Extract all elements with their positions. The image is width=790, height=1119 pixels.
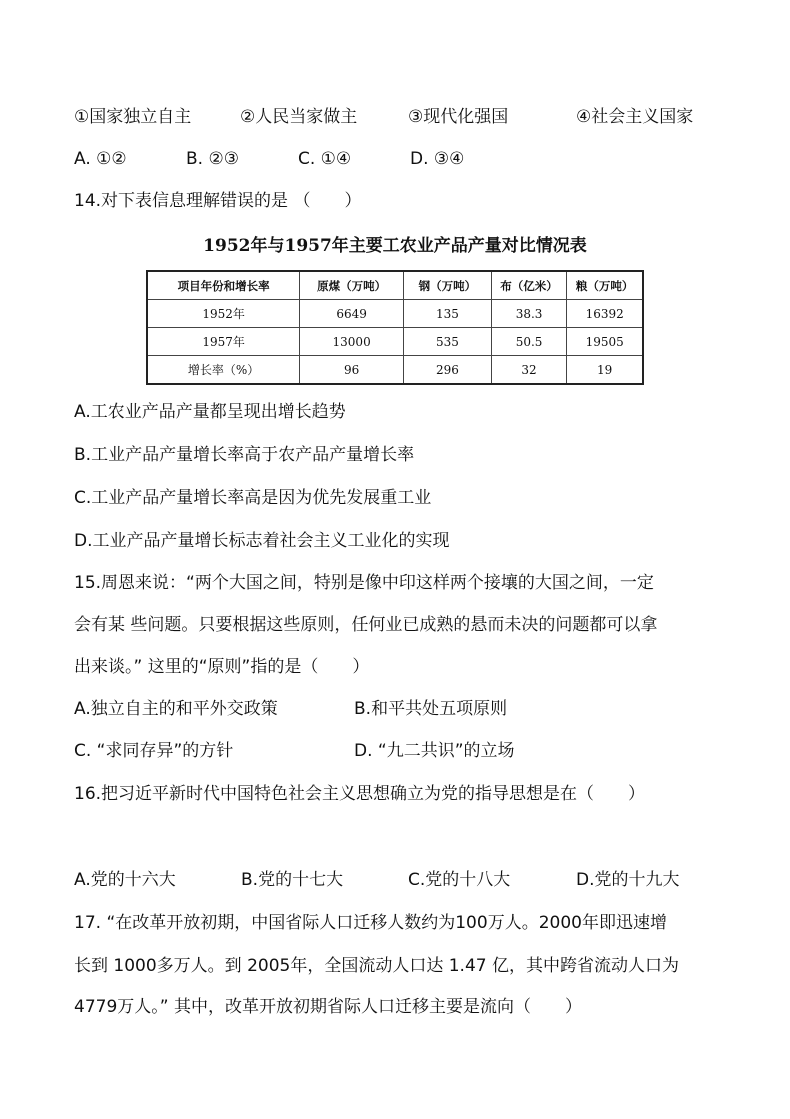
table-cell: 96 bbox=[300, 356, 404, 385]
table-row bbox=[147, 300, 643, 328]
q13-item-4: ④社会主义国家 bbox=[576, 107, 694, 127]
q15-stem-line-1: 15.周恩来说：“两个大国之间，特别是像中印这样两个接壤的大国之间，一定 bbox=[74, 573, 654, 593]
table-header-cell: 钢（万吨） bbox=[404, 271, 492, 300]
table-cell: 19 bbox=[567, 356, 643, 385]
q15-stem-line-2: 会有某 些问题。只要根据这些原则，任何业已成熟的悬而未决的问题都可以拿 bbox=[74, 615, 658, 635]
table-header-row bbox=[147, 271, 643, 300]
q14-stem: 14.对下表信息理解错误的是 （ ） bbox=[74, 191, 362, 211]
table-header-cell: 布（亿米） bbox=[491, 271, 567, 300]
table-cell: 增长率（%） bbox=[147, 356, 300, 385]
table-header-cell: 原煤（万吨） bbox=[300, 271, 404, 300]
q13-item-2: ②人民当家做主 bbox=[240, 107, 358, 127]
q15-option-a: A.独立自主的和平外交政策 bbox=[74, 699, 278, 719]
table-cell: 1957年 bbox=[147, 328, 300, 356]
q16-stem: 16.把习近平新时代中国特色社会主义思想确立为党的指导思想是在（ ） bbox=[74, 784, 646, 804]
q13-option-b: B. ②③ bbox=[186, 149, 239, 169]
table-row bbox=[147, 328, 643, 356]
table-cell: 13000 bbox=[300, 328, 404, 356]
table-cell: 296 bbox=[404, 356, 492, 385]
q17-stem-line-1: 17. “在改革开放初期，中国省际人口迁移人数约为100万人。2000年即迅速增 bbox=[74, 913, 667, 933]
table-header-cell: 项目年份和增长率 bbox=[147, 271, 300, 300]
table-cell: 135 bbox=[404, 300, 492, 328]
q14-option-c: C.工业产品产量增长率高是因为优先发展重工业 bbox=[74, 488, 432, 508]
table-row bbox=[147, 356, 643, 385]
q14-option-b: B.工业产品产量增长率高于农产品产量增长率 bbox=[74, 445, 415, 465]
table-cell: 535 bbox=[404, 328, 492, 356]
q14-option-d: D.工业产品产量增长标志着社会主义工业化的实现 bbox=[74, 531, 450, 551]
table-cell: 16392 bbox=[567, 300, 643, 328]
q13-option-a: A. ①② bbox=[74, 149, 127, 169]
table-cell: 50.5 bbox=[491, 328, 567, 356]
table-cell: 19505 bbox=[567, 328, 643, 356]
table-cell: 6649 bbox=[300, 300, 404, 328]
q13-option-c: C. ①④ bbox=[298, 149, 352, 169]
q13-item-3: ③现代化强国 bbox=[408, 107, 509, 127]
q15-option-d: D. “九二共识”的立场 bbox=[354, 741, 515, 761]
table-cell: 32 bbox=[491, 356, 567, 385]
q17-stem-line-2: 长到 1000多万人。到 2005年，全国流动人口达 1.47 亿，其中跨省流动人口为 bbox=[74, 956, 679, 976]
table-header-cell: 粮（万吨） bbox=[567, 271, 643, 300]
q14-table-title: 1952年与1957年主要工农业产品产量对比情况表 bbox=[203, 236, 587, 256]
q14-option-a: A.工农业产品产量都呈现出增长趋势 bbox=[74, 402, 346, 422]
q16-option-d: D.党的十九大 bbox=[576, 870, 680, 890]
q15-option-c: C. “求同存异”的方针 bbox=[74, 741, 234, 761]
q15-stem-line-3: 出来谈。” 这里的“原则”指的是（ ） bbox=[74, 657, 370, 677]
q13-option-d: D. ③④ bbox=[410, 149, 465, 169]
q13-item-1: ①国家独立自主 bbox=[74, 107, 192, 127]
q16-option-c: C.党的十八大 bbox=[408, 870, 511, 890]
q14-data-table bbox=[146, 270, 644, 385]
q16-option-a: A.党的十六大 bbox=[74, 870, 176, 890]
table-cell: 1952年 bbox=[147, 300, 300, 328]
q16-option-b: B.党的十七大 bbox=[241, 870, 344, 890]
table-cell: 38.3 bbox=[491, 300, 567, 328]
q15-option-b: B.和平共处五项原则 bbox=[354, 699, 508, 719]
q17-stem-line-3: 4779万人。” 其中，改革开放初期省际人口迁移主要是流向（ ） bbox=[74, 997, 582, 1017]
